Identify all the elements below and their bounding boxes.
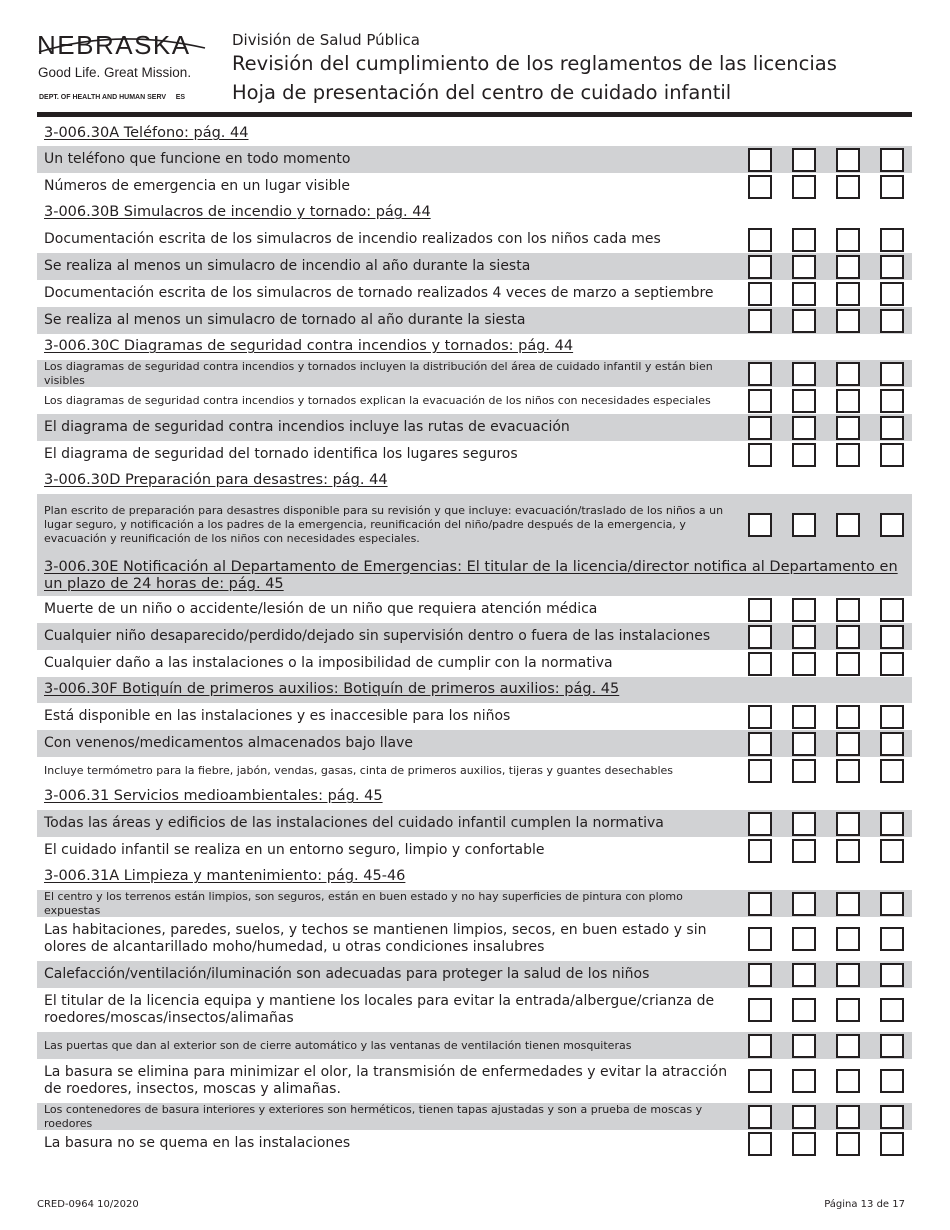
row-label — [44, 441, 734, 468]
row-text: Los diagramas de seguridad contra incendios y tornados incluyen la distribución del área de cuidado infantil y están bien visibles — [44, 359, 713, 387]
checkbox-3[interactable] — [836, 309, 860, 333]
checkbox-3[interactable] — [836, 389, 860, 413]
row-text: Los diagramas de seguridad contra incendios y tornados explican la evacuación de los niños con necesidades especiales — [44, 393, 711, 407]
checkbox-3[interactable] — [836, 963, 860, 987]
checkbox-group — [748, 988, 908, 1032]
checkbox-2[interactable] — [792, 228, 816, 252]
section-heading — [37, 556, 912, 596]
checkbox-2[interactable] — [792, 175, 816, 199]
checkbox-group — [748, 1059, 908, 1103]
checkbox-group — [748, 890, 908, 917]
row-text: Las puertas que dan al exterior son de cierre automático y las ventanas de ventilación tienen mosquiteras — [44, 1038, 632, 1052]
checkbox-3[interactable] — [836, 998, 860, 1022]
row-text: 3-006.31A Limpieza y mantenimiento: pág. 45-46 — [44, 868, 406, 885]
checklist-row — [37, 1103, 912, 1130]
row-text: 3-006.31 Servicios medioambientales: pág. 45 — [44, 788, 383, 805]
checklist-row — [37, 623, 912, 650]
checkbox-4[interactable] — [880, 362, 904, 386]
row-text: Las habitaciones, paredes, suelos, y techos se mantienen limpios, secos, en buen estado y sin olores de alcantarillado moho/humedad, u otras condiciones insalubres — [44, 921, 707, 955]
checkbox-group — [748, 360, 908, 387]
row-text: Los contenedores de basura interiores y exteriores son herméticos, tienen tapas ajustadas y son a prueba de moscas y roedores — [44, 1102, 703, 1130]
checkbox-2[interactable] — [792, 839, 816, 863]
checklist-row — [37, 387, 912, 414]
checkbox-4[interactable] — [880, 705, 904, 729]
checkbox-1[interactable] — [748, 282, 772, 306]
checkbox-1[interactable] — [748, 652, 772, 676]
checkbox-2[interactable] — [792, 1105, 816, 1129]
checklist-row — [37, 441, 912, 468]
section-title — [44, 468, 734, 494]
checkbox-2[interactable] — [792, 443, 816, 467]
checkbox-2[interactable] — [792, 362, 816, 386]
checkbox-4[interactable] — [880, 1034, 904, 1058]
checkbox-1[interactable] — [748, 513, 772, 537]
row-text: Se realiza al menos un simulacro de incendio al año durante la siesta — [44, 257, 531, 274]
checkbox-4[interactable] — [880, 1105, 904, 1129]
section-title — [44, 864, 734, 890]
row-label — [44, 757, 734, 784]
checkbox-group — [748, 837, 908, 864]
row-text: Números de emergencia en un lugar visible — [44, 177, 350, 194]
logo-tagline: Good Life. Great Mission. — [38, 65, 192, 80]
checklist-row — [37, 890, 912, 917]
row-label — [44, 173, 734, 200]
row-label — [44, 730, 734, 757]
row-text: Plan escrito de preparación para desastres disponible para su revisión y que incluye: evacuación/traslado de los niños a un lugar seguro, y notificación a los padres de la emergencia, reunificación del niño/padre después de la emergencia, y evacuación y reunificación de los niños con necesidades especiales. — [44, 504, 724, 545]
checkbox-1[interactable] — [748, 1034, 772, 1058]
checklist-row — [37, 414, 912, 441]
checklist-row — [37, 1032, 912, 1059]
checkbox-3[interactable] — [836, 1069, 860, 1093]
section-heading — [37, 122, 912, 146]
checkbox-2[interactable] — [792, 759, 816, 783]
checkbox-2[interactable] — [792, 1034, 816, 1058]
row-text: 3-006.30C Diagramas de seguridad contra incendios y tornados: pág. 44 — [44, 338, 574, 355]
row-text: La basura se elimina para minimizar el olor, la transmisión de enfermedades y evitar la atracción de roedores, insectos, moscas y alimañas. — [44, 1063, 728, 1097]
row-label — [44, 810, 734, 837]
row-label — [44, 387, 734, 414]
logo-dept: DEPT. OF HEALTH AND HUMAN SERV ES — [39, 94, 186, 101]
row-text: Documentación escrita de los simulacros de incendio realizados con los niños cada mes — [44, 230, 661, 247]
row-text: Un teléfono que funcione en todo momento — [44, 150, 351, 167]
checkbox-3[interactable] — [836, 416, 860, 440]
row-label — [44, 890, 734, 917]
checkbox-1[interactable] — [748, 998, 772, 1022]
checkbox-3[interactable] — [836, 362, 860, 386]
checkbox-2[interactable] — [792, 255, 816, 279]
row-text: La basura no se quema en las instalaciones — [44, 1135, 351, 1152]
checkbox-group — [748, 387, 908, 414]
checkbox-2[interactable] — [792, 416, 816, 440]
row-text: Está disponible en las instalaciones y es inaccesible para los niños — [44, 707, 511, 724]
row-text: 3-006.30D Preparación para desastres: pág. 44 — [44, 472, 388, 489]
checkbox-1[interactable] — [748, 255, 772, 279]
row-text: El diagrama de seguridad contra incendios incluye las rutas de evacuación — [44, 418, 570, 435]
checkbox-1[interactable] — [748, 309, 772, 333]
row-text: El diagrama de seguridad del tornado identifica los lugares seguros — [44, 445, 518, 462]
logo-brand: NEBRASKA — [37, 30, 191, 60]
checklist-row — [37, 596, 912, 623]
checkbox-4[interactable] — [880, 255, 904, 279]
row-text: 3-006.30E Notificación al Departamento de Emergencias: El titular de la licencia/director notifica al Departamento en un plazo de 24 horas de: pág. 45 — [44, 558, 898, 592]
checkbox-group — [748, 173, 908, 200]
checklist-row — [37, 146, 912, 173]
checklist-row — [37, 494, 912, 556]
checkbox-3[interactable] — [836, 513, 860, 537]
row-text: 3-006.30F Botiquín de primeros auxilios: Botiquín de primeros auxilios: pág. 45 — [44, 681, 620, 698]
row-text: Muerte de un niño o accidente/lesión de un niño que requiera atención médica — [44, 600, 598, 617]
checkbox-group — [748, 280, 908, 307]
checkbox-4[interactable] — [880, 892, 904, 916]
division-label: División de Salud Pública — [232, 31, 420, 49]
checkbox-4[interactable] — [880, 389, 904, 413]
row-label — [44, 988, 734, 1032]
form-subtitle: Hoja de presentación del centro de cuidado infantil — [232, 81, 732, 104]
row-label — [44, 1130, 734, 1158]
row-label — [44, 226, 734, 253]
checkbox-2[interactable] — [792, 513, 816, 537]
checklist-row — [37, 730, 912, 757]
checkbox-2[interactable] — [792, 1069, 816, 1093]
row-label — [44, 917, 734, 961]
checkbox-3[interactable] — [836, 812, 860, 836]
checkbox-3[interactable] — [836, 282, 860, 306]
checkbox-1[interactable] — [748, 389, 772, 413]
checklist-row — [37, 173, 912, 200]
checkbox-1[interactable] — [748, 759, 772, 783]
row-text: Incluye termómetro para la fiebre, jabón, vendas, gasas, cinta de primeros auxilios, tijeras y guantes desechables — [44, 763, 674, 777]
checkbox-group — [748, 1103, 908, 1130]
checkbox-3[interactable] — [836, 598, 860, 622]
row-text: Se realiza al menos un simulacro de tornado al año durante la siesta — [44, 311, 526, 328]
row-label — [44, 837, 734, 864]
checkbox-4[interactable] — [880, 1132, 904, 1156]
checkbox-2[interactable] — [792, 1132, 816, 1156]
checkbox-3[interactable] — [836, 175, 860, 199]
checkbox-3[interactable] — [836, 892, 860, 916]
checkbox-2[interactable] — [792, 927, 816, 951]
checkbox-group — [748, 226, 908, 253]
checklist-row — [37, 961, 912, 988]
checkbox-3[interactable] — [836, 1105, 860, 1129]
section-title — [44, 784, 734, 810]
checkbox-4[interactable] — [880, 963, 904, 987]
checkbox-group — [748, 961, 908, 988]
checkbox-1[interactable] — [748, 812, 772, 836]
checkbox-2[interactable] — [792, 998, 816, 1022]
checkbox-1[interactable] — [748, 228, 772, 252]
checklist-row — [37, 1059, 912, 1103]
checklist-row — [37, 703, 912, 730]
row-label — [44, 650, 734, 677]
checkbox-1[interactable] — [748, 732, 772, 756]
header-rule — [37, 112, 912, 117]
row-text: Documentación escrita de los simulacros de tornado realizados 4 veces de marzo a septiembre — [44, 284, 714, 301]
section-heading — [37, 864, 912, 890]
row-text: Cualquier daño a las instalaciones o la imposibilidad de cumplir con la normativa — [44, 654, 613, 671]
row-label — [44, 1032, 734, 1059]
checklist-row — [37, 253, 912, 280]
checkbox-1[interactable] — [748, 598, 772, 622]
section-heading — [37, 784, 912, 810]
checkbox-1[interactable] — [748, 625, 772, 649]
row-label — [44, 596, 734, 623]
form-header — [232, 30, 837, 107]
checkbox-group — [748, 650, 908, 677]
checkbox-1[interactable] — [748, 1132, 772, 1156]
checkbox-2[interactable] — [792, 309, 816, 333]
row-label — [44, 414, 734, 441]
row-text: 3-006.30A Teléfono: pág. 44 — [44, 125, 249, 142]
checkbox-2[interactable] — [792, 282, 816, 306]
row-label — [44, 360, 734, 387]
row-label — [44, 494, 734, 556]
checkbox-3[interactable] — [836, 443, 860, 467]
row-text: Cualquier niño desaparecido/perdido/dejado sin supervisión dentro o fuera de las instalaciones — [44, 627, 711, 644]
checkbox-1[interactable] — [748, 1105, 772, 1129]
checkbox-2[interactable] — [792, 389, 816, 413]
checklist-row — [37, 837, 912, 864]
checkbox-group — [748, 703, 908, 730]
checklist-row — [37, 307, 912, 334]
row-label — [44, 253, 734, 280]
checklist-row — [37, 810, 912, 837]
checkbox-1[interactable] — [748, 148, 772, 172]
row-label — [44, 280, 734, 307]
checkbox-1[interactable] — [748, 892, 772, 916]
section-heading — [37, 677, 912, 703]
section-title — [44, 334, 734, 360]
checkbox-3[interactable] — [836, 148, 860, 172]
checkbox-1[interactable] — [748, 175, 772, 199]
checkbox-group — [748, 810, 908, 837]
checkbox-group — [748, 1130, 908, 1158]
row-text: Con venenos/medicamentos almacenados bajo llave — [44, 734, 413, 751]
checkbox-4[interactable] — [880, 513, 904, 537]
checkbox-1[interactable] — [748, 362, 772, 386]
checkbox-2[interactable] — [792, 148, 816, 172]
checkbox-1[interactable] — [748, 705, 772, 729]
row-text: Todas las áreas y edificios de las instalaciones del cuidado infantil cumplen la normativa — [44, 814, 664, 831]
checkbox-1[interactable] — [748, 1069, 772, 1093]
checklist-row — [37, 650, 912, 677]
checkbox-group — [748, 146, 908, 173]
checkbox-1[interactable] — [748, 927, 772, 951]
checkbox-1[interactable] — [748, 839, 772, 863]
checkbox-3[interactable] — [836, 927, 860, 951]
section-title — [44, 200, 734, 226]
checkbox-group — [748, 757, 908, 784]
checkbox-4[interactable] — [880, 175, 904, 199]
checkbox-group — [748, 623, 908, 650]
section-title — [44, 677, 734, 703]
form-title: Revisión del cumplimiento de los reglamentos de las licencias — [232, 52, 837, 75]
row-label — [44, 307, 734, 334]
row-text: El titular de la licencia equipa y mantiene los locales para evitar la entrada/albergue/crianza de roedores/moscas/insectos/alimañas — [44, 992, 715, 1026]
checkbox-group — [748, 917, 908, 961]
checkbox-4[interactable] — [880, 759, 904, 783]
checkbox-group — [748, 730, 908, 757]
checklist — [37, 122, 912, 1158]
checkbox-3[interactable] — [836, 732, 860, 756]
checkbox-3[interactable] — [836, 839, 860, 863]
row-text: El centro y los terrenos están limpios, son seguros, están en buen estado y no hay superficies de pintura con plomo expuestas — [44, 889, 683, 917]
checkbox-2[interactable] — [792, 963, 816, 987]
checkbox-4[interactable] — [880, 812, 904, 836]
checkbox-3[interactable] — [836, 1132, 860, 1156]
checkbox-2[interactable] — [792, 812, 816, 836]
checkbox-group — [748, 414, 908, 441]
checkbox-3[interactable] — [836, 759, 860, 783]
checkbox-group — [748, 307, 908, 334]
checkbox-2[interactable] — [792, 652, 816, 676]
checkbox-3[interactable] — [836, 1034, 860, 1058]
checklist-row — [37, 917, 912, 961]
checkbox-4[interactable] — [880, 309, 904, 333]
checkbox-4[interactable] — [880, 1069, 904, 1093]
checkbox-4[interactable] — [880, 148, 904, 172]
checkbox-4[interactable] — [880, 416, 904, 440]
row-text: El cuidado infantil se realiza en un entorno seguro, limpio y confortable — [44, 841, 545, 858]
checkbox-4[interactable] — [880, 228, 904, 252]
section-title — [44, 556, 904, 596]
checkbox-4[interactable] — [880, 732, 904, 756]
checklist-row — [37, 280, 912, 307]
checkbox-2[interactable] — [792, 732, 816, 756]
checkbox-3[interactable] — [836, 652, 860, 676]
checkbox-3[interactable] — [836, 255, 860, 279]
row-label — [44, 961, 734, 988]
checkbox-1[interactable] — [748, 443, 772, 467]
checkbox-2[interactable] — [792, 598, 816, 622]
checklist-row — [37, 360, 912, 387]
checkbox-group — [748, 441, 908, 468]
checklist-row — [37, 1130, 912, 1158]
checkbox-4[interactable] — [880, 598, 904, 622]
checkbox-4[interactable] — [880, 625, 904, 649]
checkbox-1[interactable] — [748, 416, 772, 440]
checkbox-group — [748, 1032, 908, 1059]
checkbox-4[interactable] — [880, 927, 904, 951]
checkbox-4[interactable] — [880, 443, 904, 467]
checkbox-3[interactable] — [836, 625, 860, 649]
row-text: 3-006.30B Simulacros de incendio y tornado: pág. 44 — [44, 204, 431, 221]
row-label — [44, 703, 734, 730]
checkbox-group — [748, 596, 908, 623]
checkbox-2[interactable] — [792, 892, 816, 916]
checkbox-4[interactable] — [880, 282, 904, 306]
checkbox-1[interactable] — [748, 963, 772, 987]
row-label — [44, 623, 734, 650]
section-heading — [37, 334, 912, 360]
section-heading — [37, 200, 912, 226]
row-label — [44, 1059, 734, 1103]
checkbox-2[interactable] — [792, 705, 816, 729]
checklist-row — [37, 226, 912, 253]
nebraska-dhhs-logo — [37, 30, 212, 105]
checklist-row — [37, 988, 912, 1032]
row-label — [44, 146, 734, 173]
row-label — [44, 1103, 734, 1130]
form-number: CRED-0964 10/2020 — [37, 1199, 139, 1210]
checkbox-4[interactable] — [880, 839, 904, 863]
checkbox-group — [748, 253, 908, 280]
checkbox-3[interactable] — [836, 705, 860, 729]
section-title — [44, 122, 734, 146]
checkbox-2[interactable] — [792, 625, 816, 649]
section-heading — [37, 468, 912, 494]
checkbox-4[interactable] — [880, 998, 904, 1022]
row-text: Calefacción/ventilación/iluminación son adecuadas para proteger la salud de los niños — [44, 965, 650, 982]
checklist-row — [37, 757, 912, 784]
checkbox-4[interactable] — [880, 652, 904, 676]
checkbox-group — [748, 494, 908, 556]
checkbox-3[interactable] — [836, 228, 860, 252]
page-number: Página 13 de 17 — [824, 1199, 905, 1210]
